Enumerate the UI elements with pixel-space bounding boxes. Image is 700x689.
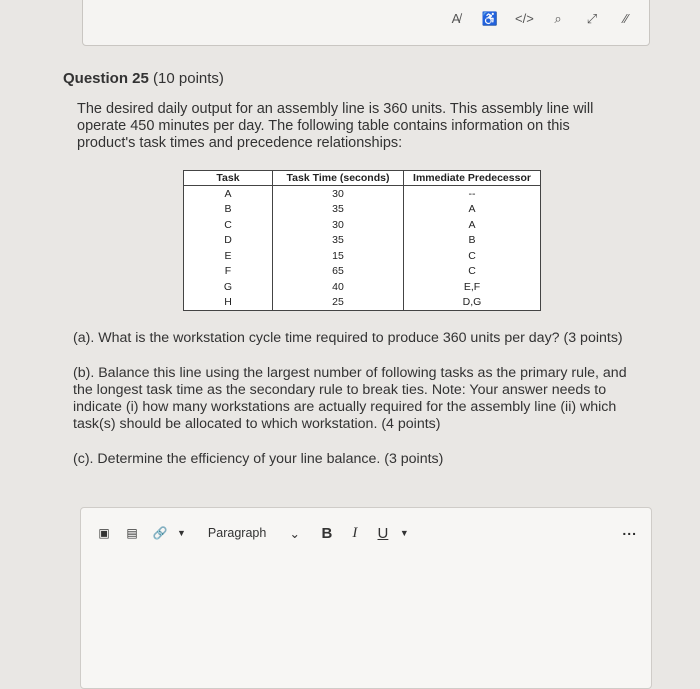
time-cell: 25 xyxy=(273,295,404,311)
time-cell: 35 xyxy=(273,233,404,249)
part-c: (c). Determine the efficiency of your line balance. (3 points) xyxy=(73,451,444,467)
editor-toolbar xyxy=(81,508,651,558)
table-row xyxy=(184,264,541,280)
source-code-icon[interactable]: </> xyxy=(515,11,534,26)
top-editor-toolbar xyxy=(447,11,635,27)
predecessor-cell: C xyxy=(468,265,476,278)
insert-dropdown-caret-icon[interactable]: ▼ xyxy=(177,528,186,538)
table-header-row xyxy=(184,171,541,186)
table-row xyxy=(184,202,541,218)
spellcheck-icon[interactable]: A̸ xyxy=(451,11,461,26)
format-dropdown-caret-icon[interactable]: ▼ xyxy=(399,528,409,538)
task-cell: H xyxy=(184,295,273,311)
table-row xyxy=(184,248,541,264)
table-row xyxy=(184,279,541,295)
task-cell: C xyxy=(184,217,273,233)
insert-media-icon[interactable]: ▣ xyxy=(98,526,110,540)
table-row xyxy=(184,217,541,233)
bold-button[interactable]: B xyxy=(321,524,333,542)
question-intro: The desired daily output for an assembly line is 360 units. This assembly line will operate 450 minutes per day. The following table contains information on this product's task times and precedence relationships: xyxy=(77,101,594,151)
task-cell: F xyxy=(184,264,273,280)
predecessor-cell: E,F xyxy=(463,280,481,293)
table-row xyxy=(184,186,541,202)
task-cell: G xyxy=(184,279,273,295)
find-replace-icon[interactable]: ⌕ xyxy=(554,11,562,26)
question-block xyxy=(63,70,653,152)
task-cell: B xyxy=(184,202,273,218)
time-cell: 35 xyxy=(273,202,404,218)
paragraph-format-select[interactable]: Paragraph ⌄ xyxy=(207,526,300,541)
predecessor-cell: A xyxy=(468,203,476,216)
time-cell: 65 xyxy=(273,264,404,280)
question-parts xyxy=(73,330,643,486)
time-cell: 30 xyxy=(273,186,404,202)
task-cell: D xyxy=(184,233,273,249)
accessibility-icon[interactable]: ♿ xyxy=(481,11,499,26)
part-a: (a). What is the workstation cycle time required to produce 360 units per day? (3 points) xyxy=(73,330,623,346)
predecessor-cell: C xyxy=(468,249,476,262)
insert-link-icon[interactable]: 🔗 xyxy=(152,526,168,540)
predecessor-cell: A xyxy=(468,218,476,231)
chevron-down-icon: ⌄ xyxy=(289,526,300,541)
table-row xyxy=(184,233,541,249)
header-task-time: Task Time (seconds) xyxy=(273,171,404,186)
predecessor-cell: B xyxy=(468,234,476,247)
time-cell: 40 xyxy=(273,279,404,295)
task-cell: E xyxy=(184,248,273,264)
question-title: Question 25 (10 points) xyxy=(63,70,224,87)
part-b: (b). Balance this line using the largest number of following tasks as the primary rule, and the longest task time as the secondary rule to break ties. Note: Your answer needs to indicate (i) how many workstations are actually required for the assembly line (ii) which task(s) should be allocated to which workstation. (4 points) xyxy=(73,365,627,432)
table-row xyxy=(184,295,541,311)
header-predecessor: Immediate Predecessor xyxy=(404,171,541,186)
fullscreen-icon[interactable]: ⤢ xyxy=(586,11,598,26)
header-task: Task xyxy=(184,171,273,186)
time-cell: 30 xyxy=(273,217,404,233)
previous-answer-editor[interactable] xyxy=(82,0,650,46)
predecessor-cell: -- xyxy=(468,187,476,200)
question-points: (10 points) xyxy=(153,70,224,87)
more-options-button[interactable]: ... xyxy=(622,522,637,538)
resize-handle-icon[interactable]: ⁄⁄ xyxy=(623,11,629,26)
predecessor-cell: D,G xyxy=(462,296,482,309)
insert-image-icon[interactable]: ▤ xyxy=(126,526,138,540)
task-table xyxy=(183,170,541,311)
italic-button[interactable]: I xyxy=(352,524,358,541)
answer-editor[interactable] xyxy=(80,507,652,689)
time-cell: 15 xyxy=(273,248,404,264)
underline-button[interactable]: U xyxy=(377,524,389,542)
task-cell: A xyxy=(184,186,273,202)
